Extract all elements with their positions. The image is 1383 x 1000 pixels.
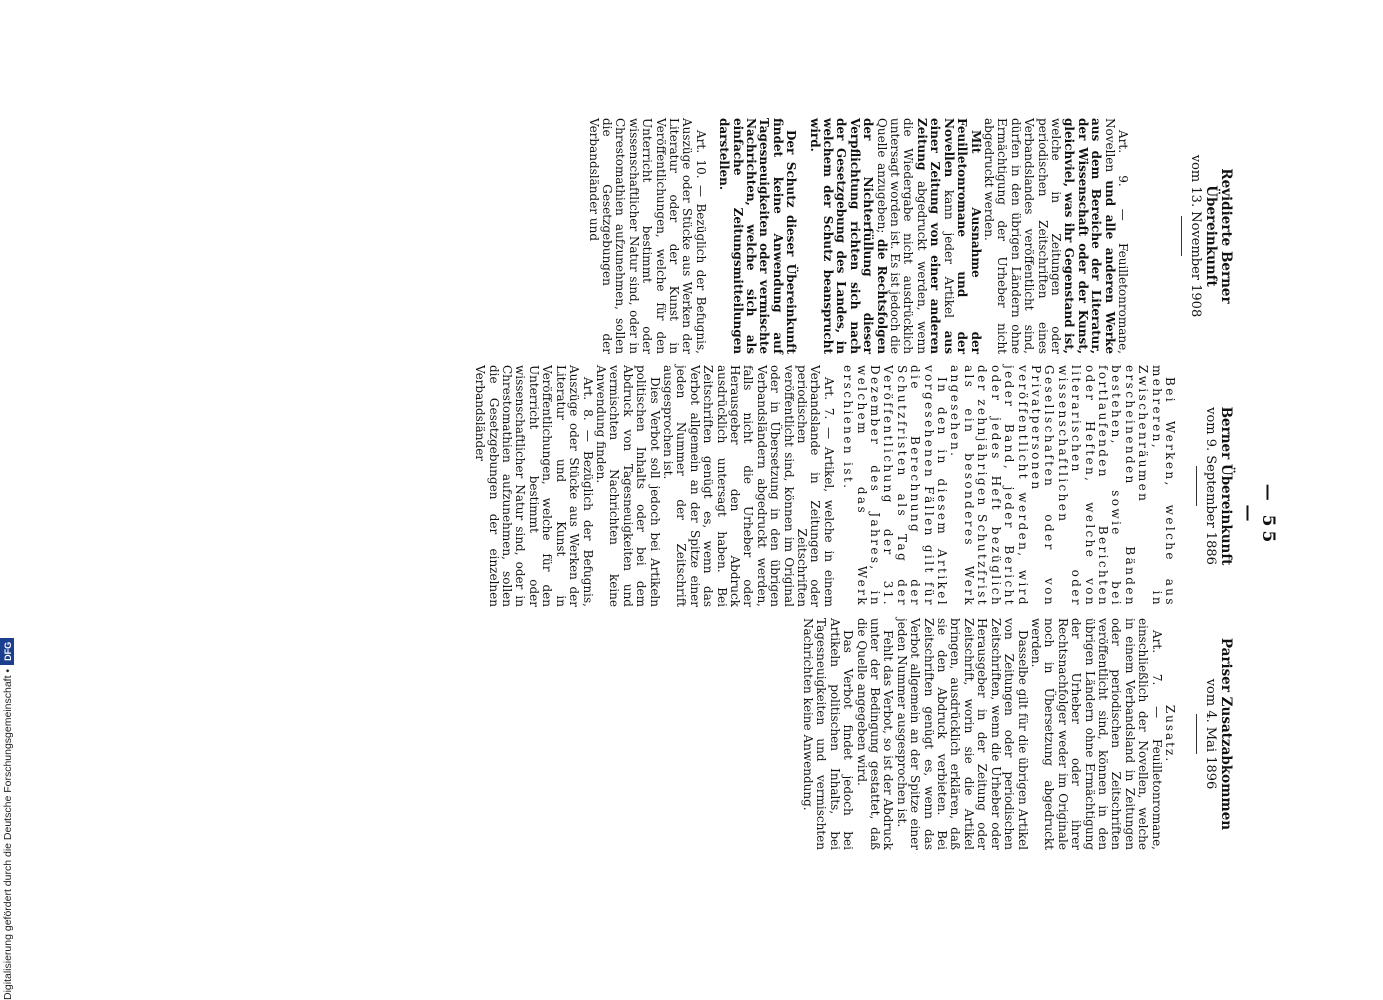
heading-date: vom 13. November 1908 (1188, 154, 1203, 318)
column-heading (1196, 618, 1233, 850)
paragraph: Fehlt das Verbot, so ist der Abdruck unter der Bedingung gestattet, daß die Quelle angegeben wird. (854, 618, 896, 850)
paragraph: Art. 8. — Bezüglich der Befugnis, Auszüge oder Stücke aus Werken der Literatur und Kunst in Veröffentlichungen, welche für den Unterricht bestimmt oder wissenschaftlicher Natur sind, oder in Chrestomathien aufzunehmen, sollen die Gesetzgebungen der einzelnen Verbandsländer (473, 365, 595, 607)
heading-title: Berner Übereinkunft (1218, 406, 1234, 566)
paragraph: Dasselbe gilt für die übrigen Artikel von Zeitungen oder periodischen Zeitschriften, wenn die Urheber oder Herausgeber in der Zeitung oder Zeitschrift, worin sie die Artikel bringen, ausdrücklich erklären, daß sie den Abdruck verbieten. Bei Zeitschriften genügt es, wenn das Verbot allgemein an der Spitze einer jeden Nummer ausgesprochen ist. (894, 618, 1030, 850)
page-number: — 55 — (1238, 483, 1278, 547)
column-heading (1196, 365, 1233, 607)
paragraph: Das Verbot findet jedoch bei Artikeln politischen Inhalts, bei Tagesneuigkeiten und vermischten Nachrichten keine Anwendung. (801, 618, 856, 850)
paragraph: Bei Werken, welche aus mehreren, in Zwischenräumen erscheinenden Bänden bestehen, sowie bei fortlaufenden Berichten oder Heften, welche von literarischen oder wissenschaftlichen Gesellschaften oder von Privatpersonen veröffentlicht werden, wird jeder Band, jeder Bericht oder jedes Heft bezüglich der zehnjährigen Schutzfrist als ein besonderes Werk angesehen. (948, 365, 1177, 607)
heading-date: vom 4. Mai 1896 (1203, 678, 1218, 790)
paragraph: Art. 7. — Feuilletonromane, einschließlich der Novellen, welche in einem Verbandsland in Zeitungen oder periodischen Zeitschriften veröffentlicht sind, können in den übrigen Ländern ohne Ermächtigung der Urheber oder ihrer Rechtsnachfolger weder im Originale noch in Übersetzung abgedruckt werden. (1028, 618, 1164, 850)
paragraph-art10: Art. 10. — Bezüglich der Befugnis, Auszüge oder Stücke aus Werken der Literatur oder der Kunst in Veröffentlichungen, welche für den Unterricht bestimmt oder wissenschaftlicher Natur sind, oder in Chrestomathien aufzunehmen, sollen die Gesetzgebungen der Verbandsländer und (586, 118, 708, 354)
heading-rule (1196, 466, 1197, 506)
column-berner-1908 (586, 118, 1233, 354)
column-body (586, 118, 1129, 354)
column-berner-1886 (473, 365, 1233, 607)
zusatz-label: Zusatz. (1163, 704, 1177, 764)
heading-title: Pariser Zusatzabkommen (1218, 637, 1234, 831)
column-body (801, 618, 1176, 850)
dfg-logo: DFG (0, 638, 14, 665)
paragraph: In den in diesem Artikel vorgesehenen Fällen gilt für die Berechnung der Schutzfristen als Tag der Veröffentlichung der 31. Dezember des Jahres, in welchem das Werk erschienen ist. (841, 365, 950, 607)
column-heading (1181, 118, 1233, 354)
bold-run: Mit Ausnahme der Feuilletonromane und der Novellen (941, 118, 983, 354)
column-pariser (801, 618, 1233, 850)
text-run: kann jeder Artikel (941, 177, 956, 331)
bold-run: die Rechtsfolgen der Nichterfüllung dieser Verpflichtung richten sich nach der Gesetzgebung des Landes, in welchem der Schutz beansprucht wird. (807, 118, 889, 354)
paragraph-art9-2 (807, 118, 981, 354)
heading-rule (1181, 216, 1182, 256)
paragraph: Art. 7. — Artikel, welche in einem Verbandslande in Zeitungen oder periodischen Zeitschriften veröffentlicht sind, können im Original oder in Übersetzung in den übrigen Verbandsländern abgedruckt werden, falls nicht die Urheber oder Herausgeber den Abdruck ausdrücklich untersagt haben. Bei Zeitschriften genügt es, wenn das Verbot allgemein an der Spitze einer jeden Nummer der Zeitschrift ausgesprochen ist. (660, 365, 836, 607)
text-run: Art. 9. — Feuilletonromane, Novellen (1102, 118, 1130, 354)
bold-run: aus einer Zeitung von einer anderen Zeitung (914, 118, 956, 354)
bold-run: und alle anderen Werke aus dem Bereiche der Literatur, der Wissenschaft oder der Kunst, gleichviel, was ihr Gegenstand ist, (1062, 118, 1117, 354)
heading-date: vom 9. September 1886 (1203, 407, 1218, 565)
column-body (473, 365, 1176, 607)
heading-rule (1196, 714, 1197, 754)
heading-title: Revidierte Berner Übereinkunft (1203, 168, 1234, 304)
digitization-credit (0, 0, 14, 1000)
paragraph-art9 (982, 118, 1129, 354)
credit-text: Digitalisierung gefördert durch die Deutsche Forschungsgemeinschaft • (2, 668, 14, 1000)
paragraph-art9-3: Der Schutz dieser Übereinkunft findet keine Anwendung auf Tagesneuigkeiten oder vermischte Nachrichten, welche sich als einfache Zeitungsmitteilungen darstellen. (717, 118, 799, 354)
paragraph: Dies Verbot soll jedoch bei Artikeln politischen Inhalts oder bei dem Abdruck von Tagesneuigkeiten und vermischten Nachrichten keine Anwendung finden. (593, 365, 662, 607)
text-run: abgedruckt werden, wenn die Wiedergabe nicht ausdrücklich untersagt worden ist. Es ist jedoch die Quelle anzugeben; (874, 118, 929, 354)
text-run: welche in Zeitungen oder periodischen Zeitschriften eines Verbandslandes veröffentlicht sind, dürfen in den übrigen Ländern ohne Ermächtigung der Urheber nicht abgedruckt werden. (981, 118, 1063, 354)
